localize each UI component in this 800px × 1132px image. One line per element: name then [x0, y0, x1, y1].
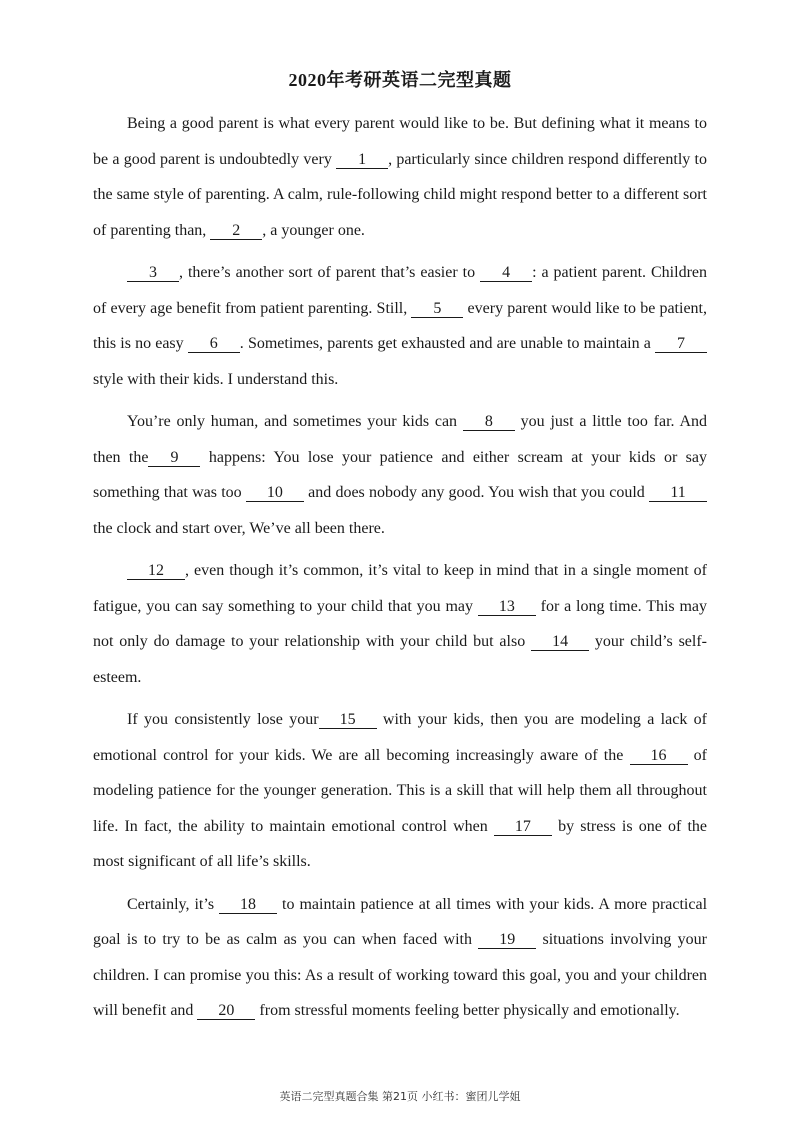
- paragraph: [93, 702, 707, 880]
- paragraph-text: every parent would like to be patient, this is no easy: [93, 299, 707, 352]
- blank-17: 17: [494, 819, 552, 836]
- paragraph-text: from stressful moments feeling better physically and emotionally.: [255, 1002, 680, 1019]
- paragraph-text: , particularly since children respond differently to the same style of parenting. A calm, rule-following child might respond better to a different sort of parenting than,: [93, 150, 707, 239]
- paragraph-text: and does nobody any good. You wish that you could: [303, 484, 650, 501]
- paragraph-text: happens: You lose your patience and either scream at your kids or say something that was too: [93, 448, 707, 501]
- passage: [93, 106, 707, 1036]
- blank-13: 13: [478, 599, 536, 616]
- blank-18: 18: [219, 897, 277, 914]
- paragraph-text: Being a good parent is what every parent would like to be. But defining what it means to be a good parent is undoubtedly very: [93, 115, 707, 168]
- blank-20: 20: [197, 1003, 255, 1020]
- blank-5: 5: [411, 301, 463, 318]
- blank-7: 7: [655, 336, 707, 353]
- page-footer: 英语二完型真题合集 第21页 小红书：蜜团儿学姐: [279, 1090, 521, 1103]
- paragraph-text: with your kids, then you are modeling a lack of emotional control for your kids. We are all becoming increasingly aware of the: [93, 711, 707, 764]
- paragraph-text: , even though it’s common, it’s vital to keep in mind that in a single moment of fatigue, you can say something to your child that you may: [93, 562, 707, 615]
- paragraph: [93, 553, 707, 695]
- blank-3: 3: [127, 265, 179, 282]
- paragraph-text: the clock and start over, We’ve all been there.: [93, 519, 385, 537]
- blank-10: 10: [246, 485, 304, 502]
- page-title: 2020年考研英语二完型真题: [288, 70, 512, 90]
- paragraph: [93, 404, 707, 546]
- blank-9: 9: [148, 450, 200, 467]
- blank-15: 15: [319, 712, 377, 729]
- paragraph-text: to maintain patience at all times with your kids. A more practical goal is to try to be as calm as you can when faced with: [93, 895, 708, 948]
- blank-2: 2: [210, 223, 262, 240]
- paragraph-text: for a long time. This may not only do damage to your relationship with your child but also: [93, 597, 708, 650]
- paragraph: [93, 106, 707, 248]
- paragraph-text: You’re only human, and sometimes your kids can: [127, 413, 463, 430]
- blank-8: 8: [463, 414, 515, 431]
- blank-12: 12: [127, 563, 185, 580]
- paragraph-text: Certainly, it’s: [127, 895, 220, 913]
- paragraph-text: you just a little too far. And then the: [93, 413, 707, 466]
- paragraph-text: , a younger one.: [262, 221, 365, 239]
- paragraph-text: by stress is one of the most significant of all life’s skills.: [93, 817, 708, 870]
- blank-4: 4: [480, 265, 532, 282]
- paragraph-text: If you consistently lose your: [127, 711, 319, 728]
- paragraph-text: style with their kids. I understand this.: [93, 370, 339, 388]
- paragraph-text: . Sometimes, parents get exhausted and are unable to maintain a: [239, 335, 656, 352]
- paragraph-text: , there’s another sort of parent that’s easier to: [179, 264, 481, 281]
- blank-16: 16: [630, 748, 688, 765]
- paragraph-text: : a patient parent. Children of every age benefit from patient parenting. Still,: [93, 264, 707, 317]
- blank-11: 11: [649, 485, 707, 502]
- blank-19: 19: [478, 932, 536, 949]
- paragraph-text: your child’s self-esteem.: [93, 633, 708, 686]
- blank-14: 14: [531, 634, 589, 651]
- paragraph: [93, 887, 707, 1029]
- paragraph: [93, 255, 707, 397]
- paragraph-text: situations involving your children. I can promise you this: As a result of working toward this goal, you and your children will benefit and: [93, 931, 708, 1019]
- paragraph-text: of modeling patience for the younger generation. This is a skill that will help them all throughout life. In fact, the ability to maintain emotional control when: [93, 746, 708, 835]
- blank-6: 6: [188, 336, 240, 353]
- blank-1: 1: [336, 152, 388, 169]
